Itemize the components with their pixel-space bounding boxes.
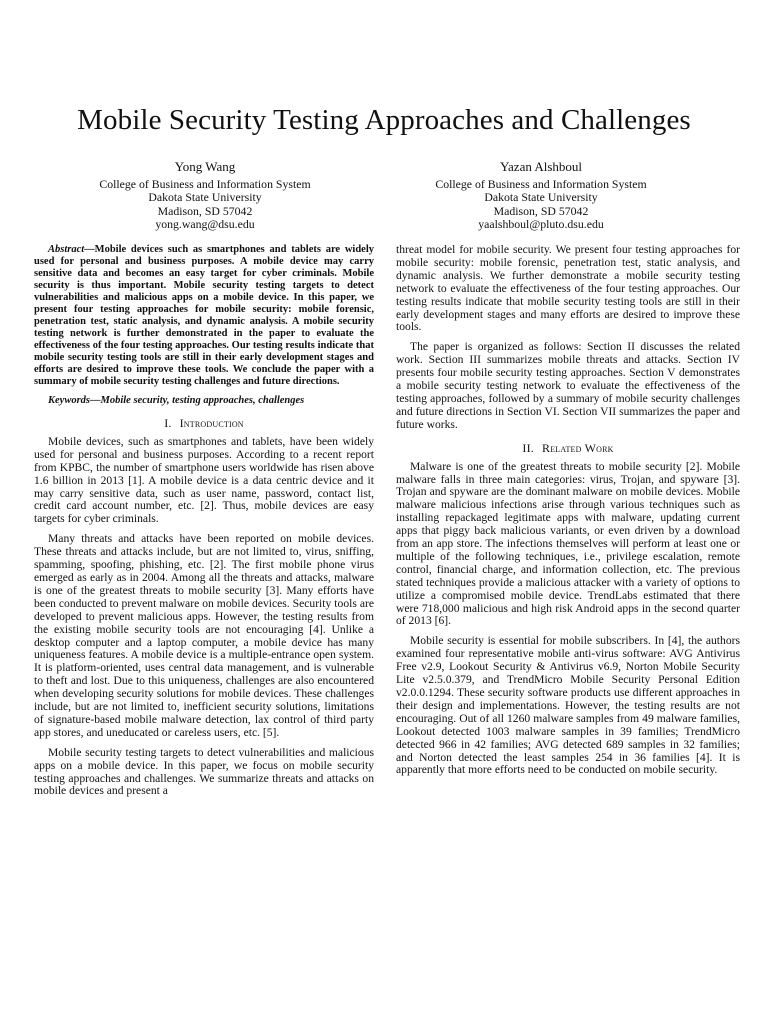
author-email[interactable]: yaalshboul@pluto.dsu.edu [478,217,604,232]
section-heading-related-work [396,442,740,455]
section-number: II. [522,440,534,455]
author-affiliation: College of Business and Information System [435,176,647,191]
author-2 [396,160,686,232]
paragraph: The paper is organized as follows: Section II discusses the related work. Section III summarizes mobile threats and attacks. Section IV presents four mobile security testing approaches. Section V demonstrates a mobile security testing network to evaluate the effectiveness of the testing approaches, followed by a summary of mobile security challenges and future directions in Section VI. Section VII summarizes the paper and future works. [396,340,740,431]
author-university: Dakota State University [484,190,598,205]
author-1 [60,160,350,232]
section-number: I. [164,416,172,430]
author-university: Dakota State University [148,190,262,205]
author-block [0,160,768,240]
abstract-body: —Mobile devices such as smartphones and tablets are widely used for personal and business purposes. A mobile device may carry sensitive data and becomes an easy target for cyber criminals. Mobile security is thus important. Mobile security testing targets to detect vulnerabilities and malicious apps on a mobile device. In this paper, we present four testing approaches for mobile security: mobile forensic, penetration test, static analysis, and dynamic analysis. A mobile security testing network is further demonstrated in the paper to evaluate the effectiveness of the four testing approaches. Our testing results indicate that mobile security testing tools are still in their early development stages and efforts are desired to improve these tools. We conclude the paper with a summary of mobile security testing challenges and future directions. [34,244,374,387]
paragraph: Mobile security is essential for mobile subscribers. In [4], the authors examined four representative mobile anti-virus software: AVG Antivirus Free v2.9, Lookout Security & Antivirus v6.9, Norton Mobile Security Lite v2.5.0.379, and TrendMicro Mobile Security Personal Edition v2.0.0.1294. These security software products use different approaches in their design and implementations. However, the testing results are not encouraging. Out of all 1260 malware samples from 49 malware families, Lookout detected 1003 malware samples in 39 families; TrendMicro detected 966 in 42 families; AVG detected 689 samples in 32 families; and Norton detected the least samples 254 in 36 families [4]. It is apparently that more efforts need to be conducted on mobile security. [396,634,740,777]
author-location: Madison, SD 57042 [157,203,253,218]
author-name: Yong Wang [174,159,236,174]
paragraph: Mobile devices, such as smartphones and tablets, have been widely used for personal and business purposes. According to a recent report from KPBC, the number of smartphone users worldwide has risen above 1.6 billion in 2013 [1]. A mobile device is a data centric device and it may carry sensitive data, such as user name, password, contact list, credit card account number, etc. [2]. Thus, mobile devices are easy targets for cyber criminals. [34,434,374,526]
author-name: Yazan Alshboul [499,159,583,174]
abstract-lead: Abstract [48,244,85,255]
left-column [34,244,374,805]
paper-title: Mobile Security Testing Approaches and Challenges [77,104,691,136]
abstract [34,244,374,388]
author-location: Madison, SD 57042 [493,203,589,218]
paragraph: Many threats and attacks have been reported on mobile devices. These threats and attacks include, but are not limited to, virus, sniffing, spamming, spoofing, phishing, etc. [2]. The first mobile phone virus emerged as early as in 2004. Among all the threats and attacks, malware is one of the greatest threats to mobile security [3]. Many efforts have been conducted to prevent malware on mobile devices. Security tools are developed to prevent malicious apps. However, the testing results from the existing mobile security tools are not encouraging [4]. Unlike a desktop computer and a laptop computer, a mobile device has many uniqueness features. A mobile device is a multiple-entrance open system. It is platform-oriented, uses central data management, and is vulnerable to theft and lost. Due to this uniqueness, challenges are also encountered when developing security solutions for mobile devices. These challenges include, but are not limited to, inefficient security solutions, limitations of signature-based mobile malware detection, lax control of third party app stores, and uneducated or careless users, etc. [5]. [34,532,374,739]
right-column [396,244,740,784]
keywords: Keywords—Mobile security, testing approaches, challenges [48,395,305,406]
paragraph: threat model for mobile security. We present four testing approaches for mobile security: mobile forensic, penetration test, static analysis, and dynamic analysis. We further demonstrate a mobile security testing network to evaluate the effectiveness of the four testing approaches. Our testing results indicate that mobile security testing tools are still in their early development stages and many efforts are desired to improve these tools. [396,243,740,334]
paragraph: Malware is one of the greatest threats to mobile security [2]. Mobile malware falls in three main categories: virus, Trojan, and spyware [3]. Trojan and spyware are the dominant malware on mobile devices. Mobile malware malicious infections arise through various techniques such as installing repackaged legitimate apps with malware, updating current apps that piggy back malicious variants, or even driven by a download from an app store. The infections themselves will perform at least one or multiple of the following techniques, i.e., privilege escalation, remote control, financial charge, and information collection, etc. The previous stated techniques provide a malicious attacker with a variety of options to utilize a compromised mobile device. TrendLabs estimated that there were 718,000 malicious and high risk Android apps in the second quarter of 2013 [6]. [396,459,740,628]
section-title: Related Work [541,440,614,455]
paragraph: Mobile security testing targets to detect vulnerabilities and malicious apps on a mobile device. In this paper, we focus on mobile security testing approaches and challenges. We summarize threats and attacks on mobile devices and present a [34,745,374,798]
section-heading-introduction [34,417,374,430]
author-email[interactable]: yong.wang@dsu.edu [155,217,255,232]
section-title: Introduction [179,416,244,430]
author-affiliation: College of Business and Information System [99,176,311,191]
